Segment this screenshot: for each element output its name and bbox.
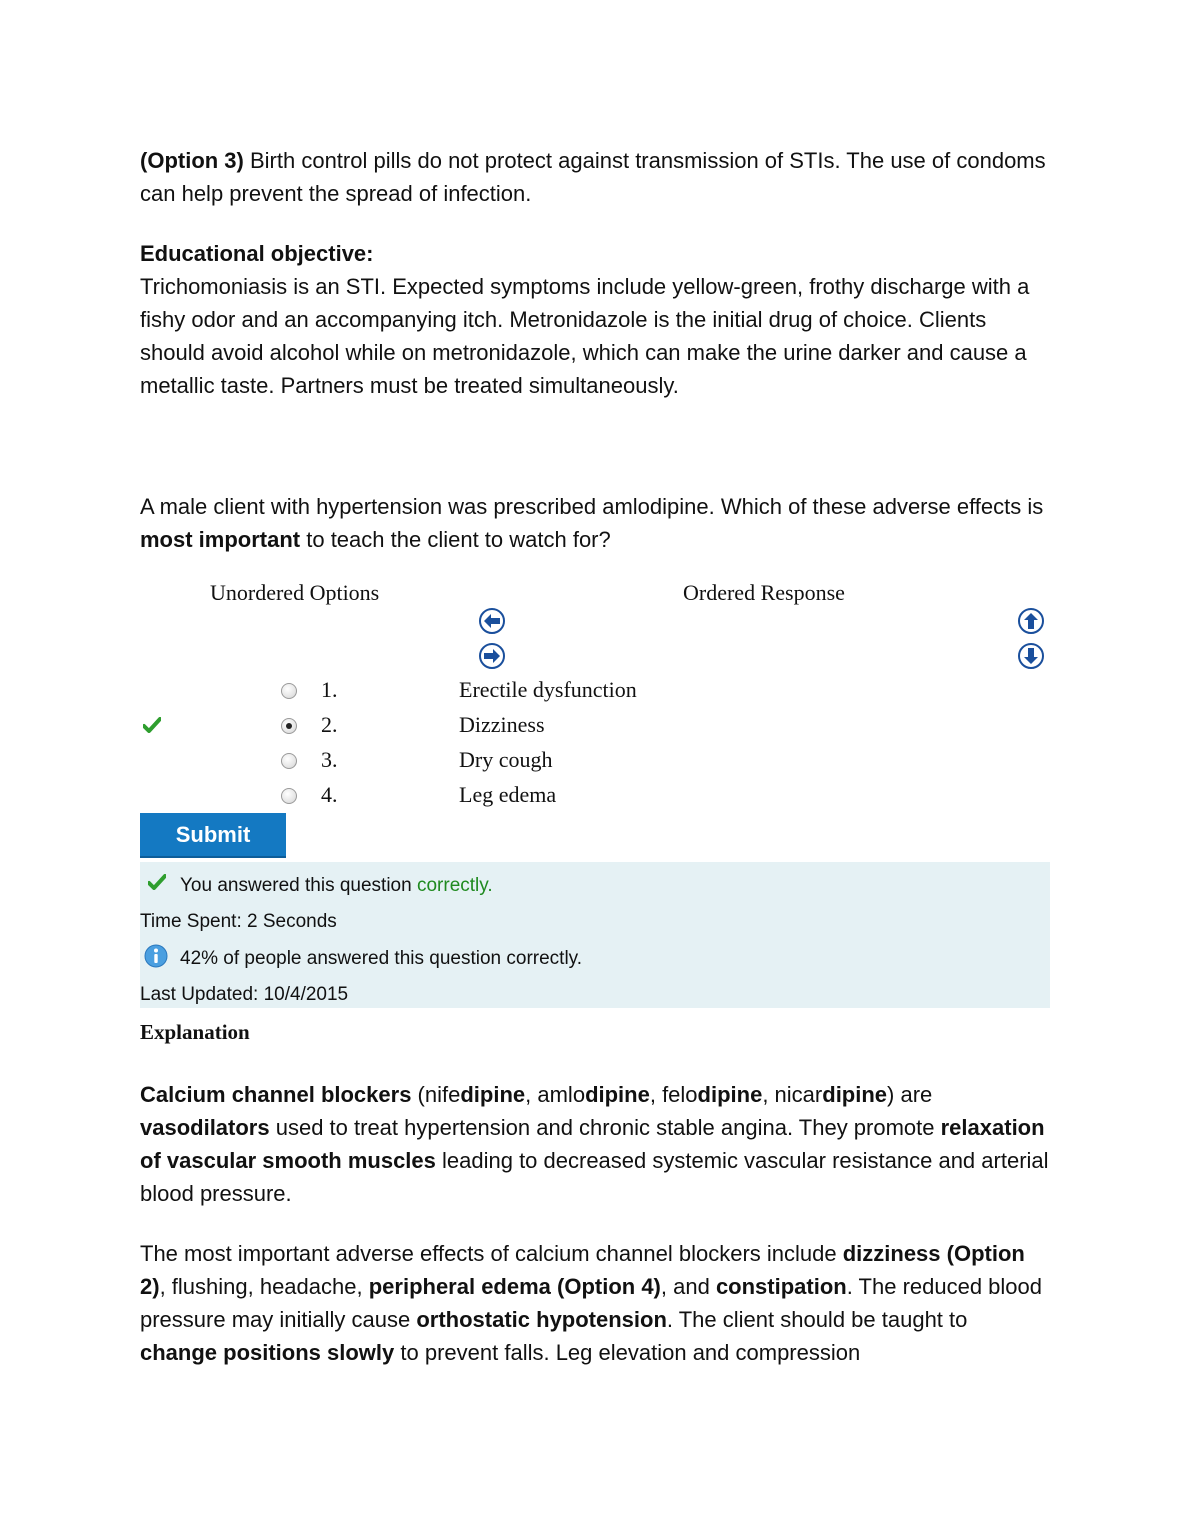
option-row[interactable] [0,712,1190,747]
option-text: Dizziness [459,712,545,737]
term-peripheral-edema: peripheral edema (Option 4) [368,1274,661,1299]
p1-bold: dipine [697,1082,763,1107]
info-icon [144,944,168,974]
educational-objective [140,237,1050,402]
question-emphasis: most important [140,527,301,552]
p1-text: used to treat hypertension and chronic stable angina. They promote [269,1115,941,1140]
option-row[interactable] [0,677,1190,712]
explanation-paragraph-1 [140,1078,1050,1210]
p2-text: to prevent falls. Leg elevation and compression [394,1340,861,1365]
p1-bold: dipine [822,1082,888,1107]
result-check-icon [148,874,166,896]
p1-bold: dipine [585,1082,650,1107]
p1-text: (nife [411,1082,461,1107]
question-text-2: to teach the client to watch for? [300,527,611,552]
answered-status [180,875,493,897]
option-text: Leg edema [459,782,557,807]
p2-text: , and [660,1274,716,1299]
prev-rationale [140,144,1050,210]
option-number: 2. [321,712,338,737]
option-radio[interactable] [281,788,297,804]
move-up-button[interactable] [1018,608,1044,634]
objective-heading: Educational objective: [140,241,374,266]
question-stem [140,490,1050,556]
option-text: Dry cough [459,747,553,772]
option-radio[interactable] [281,683,297,699]
arrow-up-icon [1024,613,1038,629]
p2-text: The most important adverse effects of calcium channel blockers include [140,1241,843,1266]
p2-text: . The reduced blood pressure may initially cause [140,1274,1043,1332]
arrow-down-icon [1024,648,1038,664]
term-ccb: Calcium channel blockers [140,1082,412,1107]
term-vasodilators: vasodilators [140,1115,270,1140]
arrow-right-icon [484,649,500,663]
explanation-paragraph-2 [140,1237,1050,1369]
result-panel [140,862,1050,1008]
arrow-left-icon [484,614,500,628]
prev-rationale-text: Birth control pills do not protect against transmission of STIs. The use of condoms can help prevent the spread of infection. [140,148,1046,206]
question-text-1: A male client with hypertension was prescribed amlodipine. Which of these adverse effects is [140,494,1044,519]
option-radio[interactable] [281,753,297,769]
option-row[interactable] [0,747,1190,782]
option-radio-selected[interactable] [281,718,297,734]
p1-text: , felo [649,1082,698,1107]
last-updated: Last Updated: 10/4/2015 [140,984,349,1005]
option-number: 4. [321,782,338,807]
p2-text: , flushing, headache, [159,1274,369,1299]
move-down-button[interactable] [1018,643,1044,669]
correct-check-icon [143,717,161,738]
objective-text: Trichomoniasis is an STI. Expected symptoms include yellow-green, frothy discharge with a fishy odor and an accompanying itch. Metronidazole is the initial drug of choice. Clients should avoid alcohol while on metronidazole, which can make the urine darker and cause a metallic taste. Partners must be treated simultaneously. [140,274,1030,398]
prev-option-label: (Option 3) [140,148,244,173]
p2-text: . The client should be taught to [666,1307,968,1332]
ordered-response-header: Ordered Response [683,580,845,605]
answered-correctly: correctly. [416,875,493,896]
move-right-button[interactable] [479,643,505,669]
term-change-positions: change positions slowly [140,1340,395,1365]
move-left-button[interactable] [479,608,505,634]
option-text: Erectile dysfunction [459,677,637,702]
time-spent: Time Spent: 2 Seconds [140,911,337,932]
answered-prefix: You answered this question [180,875,417,896]
submit-button[interactable]: Submit [140,813,286,858]
explanation-heading: Explanation [140,1020,250,1044]
term-dizziness: dizziness (Option 2) [140,1241,1025,1299]
option-number: 1. [321,677,338,702]
unordered-options-header: Unordered Options [210,580,380,605]
term-relaxation: relaxation of vascular smooth muscles [140,1115,1045,1173]
term-constipation: constipation [715,1274,847,1299]
p1-text: , nicar [762,1082,823,1107]
p1-text: , amlo [525,1082,586,1107]
option-row[interactable] [0,782,1190,817]
percent-correct: 42% of people answered this question correctly. [180,948,583,969]
term-orthostatic: orthostatic hypotension [416,1307,667,1332]
option-number: 3. [321,747,338,772]
p1-bold: dipine [460,1082,526,1107]
p1-text: leading to decreased systemic vascular resistance and arterial blood pressure. [140,1148,1049,1206]
p1-text: ) are [887,1082,933,1107]
